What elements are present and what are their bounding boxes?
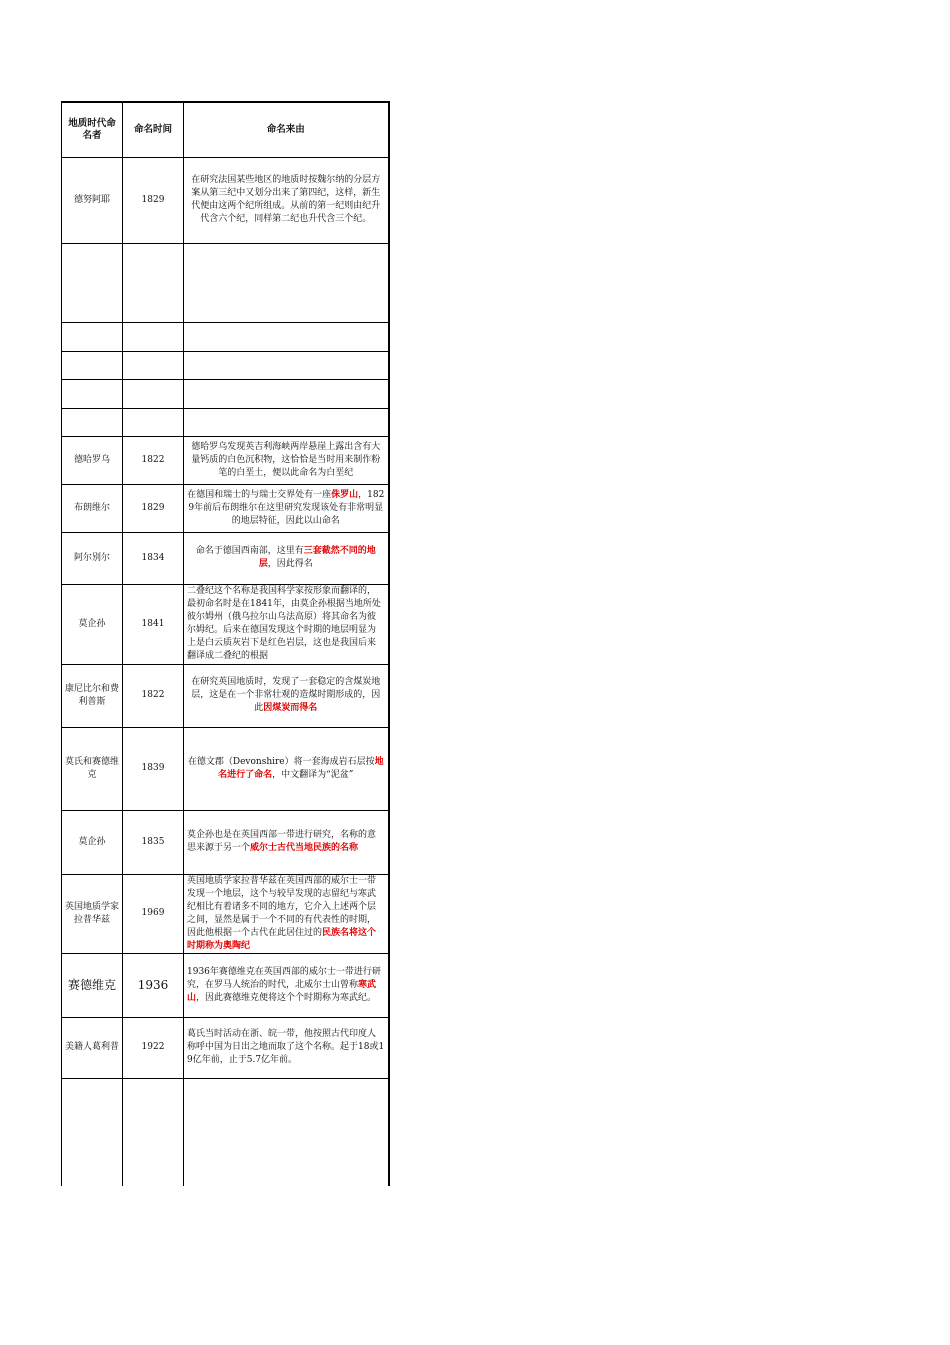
table-row xyxy=(62,874,389,953)
reason-cell[interactable] xyxy=(184,484,389,532)
table-row xyxy=(62,1017,389,1078)
year-cell[interactable] xyxy=(123,322,184,351)
reason-text: 葛氏当时活动在浙、皖一带，他按照古代印度人称呼中国为日出之地而取了这个名称。起于18或19亿年前，止于5.7亿年前。 xyxy=(187,1029,385,1065)
highlighted-text: 侏罗山 xyxy=(331,489,359,500)
reason-cell[interactable] xyxy=(184,243,389,322)
year-cell[interactable]: 1936 xyxy=(123,953,184,1017)
highlighted-text: 因煤炭而得名 xyxy=(263,703,318,713)
table-row xyxy=(62,810,389,874)
reason-text: ，1829年前后布朗维尔在这里研究发现该处有非常明显的地层特征，因此以山命名 xyxy=(188,489,385,526)
year-cell[interactable]: 1922 xyxy=(123,1017,184,1078)
reason-cell[interactable] xyxy=(184,379,389,408)
reason-cell[interactable] xyxy=(184,1078,389,1186)
year-cell[interactable] xyxy=(123,379,184,408)
table-row xyxy=(62,664,389,727)
reason-text: 在德国和瑞士的与瑞士交界处有一座 xyxy=(187,489,332,500)
header-year: 命名时间 xyxy=(123,102,184,157)
year-cell[interactable]: 1822 xyxy=(123,436,184,484)
reason-cell[interactable] xyxy=(184,408,389,436)
reason-text: 英国地质学家拉普华兹在英国西部的威尔士一带发现一个地层，这个与较早发现的志留纪与寒武纪相比有着诸多不同的地方，它介入上述两个层之间，显然是属于一个不同的有代表性的时期，因此他根据一个古代在此居住过的 xyxy=(187,875,377,938)
header-namer: 地质时代命名者 xyxy=(62,102,123,157)
reason-cell[interactable] xyxy=(184,664,389,727)
namer-cell[interactable]: 德哈罗乌 xyxy=(62,436,123,484)
reason-cell[interactable] xyxy=(184,157,389,243)
namer-cell[interactable] xyxy=(62,1078,123,1186)
year-cell[interactable]: 1829 xyxy=(123,157,184,243)
table-row xyxy=(62,953,389,1017)
reason-cell[interactable] xyxy=(184,322,389,351)
namer-cell[interactable] xyxy=(62,322,123,351)
reason-text: ，中文翻译为“泥盆” xyxy=(272,769,354,780)
reason-text: 在研究英国地质时，发现了一套稳定的含煤炭地层，这是在一个非常壮观的造煤时期形成的，因此 xyxy=(191,677,381,713)
highlighted-text: 地名进行了命名 xyxy=(218,756,384,780)
header-reason: 命名来由 xyxy=(184,102,389,157)
namer-cell[interactable]: 美籍人葛利普 xyxy=(62,1017,123,1078)
namer-cell[interactable] xyxy=(62,243,123,322)
table-row xyxy=(62,1078,389,1186)
highlighted-text: 三套截然不同的地层 xyxy=(258,546,376,569)
table-row xyxy=(62,408,389,436)
reason-cell[interactable] xyxy=(184,953,389,1017)
namer-cell[interactable]: 康尼比尔和费利普斯 xyxy=(62,664,123,727)
highlighted-text: 威尔士古代当地民族的名称 xyxy=(250,843,359,853)
table-row xyxy=(62,727,389,810)
year-cell[interactable]: 1841 xyxy=(123,584,184,664)
namer-cell[interactable] xyxy=(62,351,123,379)
table-row xyxy=(62,322,389,351)
table-row xyxy=(62,584,389,664)
year-cell[interactable]: 1834 xyxy=(123,532,184,584)
year-cell[interactable]: 1829 xyxy=(123,484,184,532)
namer-cell[interactable]: 莫氏和赛德维克 xyxy=(62,727,123,810)
table-row xyxy=(62,484,389,532)
geologic-naming-table xyxy=(61,101,390,1186)
reason-text: 德哈罗乌发现英吉利海峡两岸悬崖上露出含有大量钙质的白色沉积物，这恰恰是当时用来制作粉笔的白垩土，便以此命名为白垩纪 xyxy=(191,441,381,478)
reason-text: 在研究法国某些地区的地质时按魏尔纳的分层方案从第三纪中又划分出来了第四纪，这样，新生代便由这两个纪所组成。从前的第一纪则由纪升代含六个纪，同样第二纪也升代含三个纪。 xyxy=(191,175,381,224)
reason-text: 莫企孙也是在英国西部一带进行研究，名称的意思来源于另一个 xyxy=(187,830,377,853)
reason-cell[interactable] xyxy=(184,874,389,953)
table-row xyxy=(62,532,389,584)
reason-cell[interactable] xyxy=(184,1017,389,1078)
reason-text: 二叠纪这个名称是我国科学家按形象而翻译的，最初命名时是在1841年，由莫企孙根据当地所处彼尔姆州（俄乌拉尔山乌法高原）将其命名为彼尔姆纪。后来在德国发现这个时期的地层明显为上是白云质灰岩下是红色岩层，这也是我国后来翻译成二叠纪的根据 xyxy=(187,586,381,661)
year-cell[interactable] xyxy=(123,1078,184,1186)
year-cell[interactable]: 1822 xyxy=(123,664,184,727)
header-row xyxy=(62,102,389,157)
year-cell[interactable] xyxy=(123,408,184,436)
year-cell[interactable] xyxy=(123,243,184,322)
reason-cell[interactable] xyxy=(184,436,389,484)
namer-cell[interactable]: 英国地质学家拉普华兹 xyxy=(62,874,123,953)
year-cell[interactable]: 1835 xyxy=(123,810,184,874)
reason-cell[interactable] xyxy=(184,727,389,810)
highlighted-text: 寒武山 xyxy=(187,979,377,1003)
namer-cell[interactable]: 莫企孙 xyxy=(62,810,123,874)
reason-cell[interactable] xyxy=(184,584,389,664)
namer-cell[interactable]: 阿尔别尔 xyxy=(62,532,123,584)
namer-cell[interactable]: 布朗维尔 xyxy=(62,484,123,532)
table-row xyxy=(62,157,389,243)
namer-cell[interactable]: 赛德维克 xyxy=(62,953,123,1017)
namer-cell[interactable]: 莫企孙 xyxy=(62,584,123,664)
reason-text: ，因此赛德维克便将这个个时期称为寒武纪。 xyxy=(196,992,377,1003)
table-row xyxy=(62,436,389,484)
reason-cell[interactable] xyxy=(184,351,389,379)
namer-cell[interactable]: 德努阿耶 xyxy=(62,157,123,243)
reason-cell[interactable] xyxy=(184,810,389,874)
table-row xyxy=(62,243,389,322)
table-row xyxy=(62,379,389,408)
year-cell[interactable]: 1969 xyxy=(123,874,184,953)
namer-cell[interactable] xyxy=(62,379,123,408)
namer-cell[interactable] xyxy=(62,408,123,436)
highlighted-text: 民族名将这个时期称为奥陶纪 xyxy=(187,927,377,951)
reason-text: ，因此得名 xyxy=(267,559,313,569)
spreadsheet-sheet xyxy=(61,101,390,1186)
reason-text: 1936年赛德维克在英国西部的威尔士一带进行研究，在罗马人统治的时代，北威尔士山曾称 xyxy=(187,966,381,990)
reason-text: 命名于德国西南部，这里有 xyxy=(195,546,304,556)
year-cell[interactable]: 1839 xyxy=(123,727,184,810)
table-row xyxy=(62,351,389,379)
reason-cell[interactable] xyxy=(184,532,389,584)
reason-text: 在德文郡（Devonshire）将一套海成岩石层按 xyxy=(187,756,375,767)
year-cell[interactable] xyxy=(123,351,184,379)
